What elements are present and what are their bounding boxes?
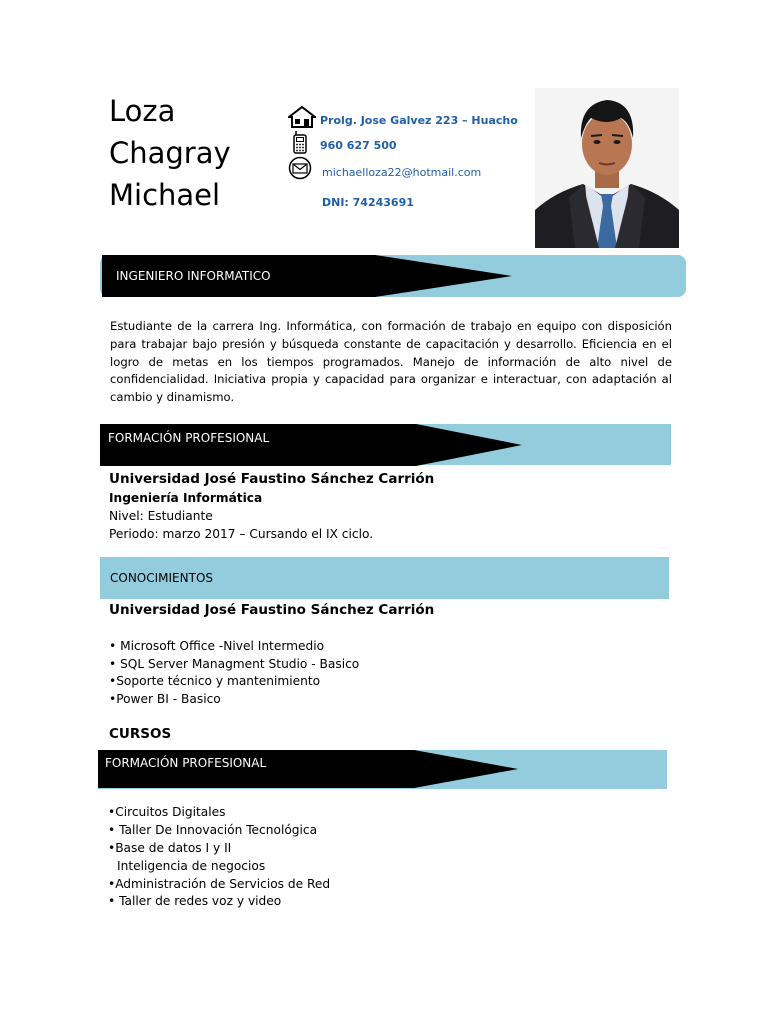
- profile-summary: Estudiante de la carrera Ing. Informática, con formación de trabajo en equipo con disposición para trabajar bajo presión y búsqueda constante de capacitación y desarrollo. Eficiencia en el logro de metas en los tiempos programados. Manejo de información de alto nivel de confidencialidad. Iniciativa propia y capacidad para organizar e interactuar, con adaptación al cambio y dinamismo.: [110, 319, 672, 405]
- profile-photo: [535, 88, 679, 248]
- course-item: •Administración de Servicios de Red: [108, 877, 331, 891]
- courses-title: FORMACIÓN PROFESIONAL: [105, 756, 267, 770]
- education-banner: [100, 424, 672, 466]
- email-text: michaelloza22@hotmail.com: [322, 166, 482, 179]
- education-university: Universidad José Faustino Sánchez Carrión: [109, 471, 435, 487]
- name-line-2: Chagray: [109, 136, 231, 170]
- courses-banner: [98, 748, 668, 790]
- course-item: • Taller de redes voz y video: [108, 894, 282, 908]
- email-icon: [288, 156, 312, 184]
- knowledge-banner: [100, 557, 670, 599]
- phone-icon: [292, 130, 308, 158]
- address-text: Prolg. Jose Galvez 223 – Huacho: [320, 114, 518, 127]
- education-period: Periodo: marzo 2017 – Cursando el IX ciclo.: [109, 527, 374, 541]
- course-item: •Circuitos Digitales: [108, 805, 226, 819]
- profile-title: INGENIERO INFORMATICO: [116, 269, 271, 283]
- course-item: •Base de datos I y II: [108, 841, 232, 855]
- knowledge-university: Universidad José Faustino Sánchez Carrión: [109, 602, 435, 618]
- knowledge-item: •Power BI - Basico: [109, 692, 221, 706]
- knowledge-item: • SQL Server Managment Studio - Basico: [109, 657, 360, 671]
- courses-heading: CURSOS: [109, 726, 172, 742]
- home-icon: [288, 106, 316, 132]
- knowledge-item: •Soporte técnico y mantenimiento: [109, 674, 321, 688]
- course-item: Inteligencia de negocios: [117, 859, 266, 873]
- phone-text: 960 627 500: [320, 139, 397, 152]
- knowledge-item: • Microsoft Office -Nivel Intermedio: [109, 639, 325, 653]
- education-level: Nivel: Estudiante: [109, 509, 213, 523]
- name-line-3: Michael: [109, 178, 221, 212]
- name-line-1: Loza: [109, 94, 176, 128]
- profile-banner: [100, 253, 688, 299]
- candidate-name: [109, 90, 231, 216]
- dni-text: DNI: 74243691: [322, 196, 414, 209]
- education-career: Ingeniería Informática: [109, 491, 263, 505]
- education-title: FORMACIÓN PROFESIONAL: [108, 431, 270, 445]
- knowledge-title: CONOCIMIENTOS: [110, 571, 214, 585]
- course-item: • Taller De Innovación Tecnológica: [108, 823, 318, 837]
